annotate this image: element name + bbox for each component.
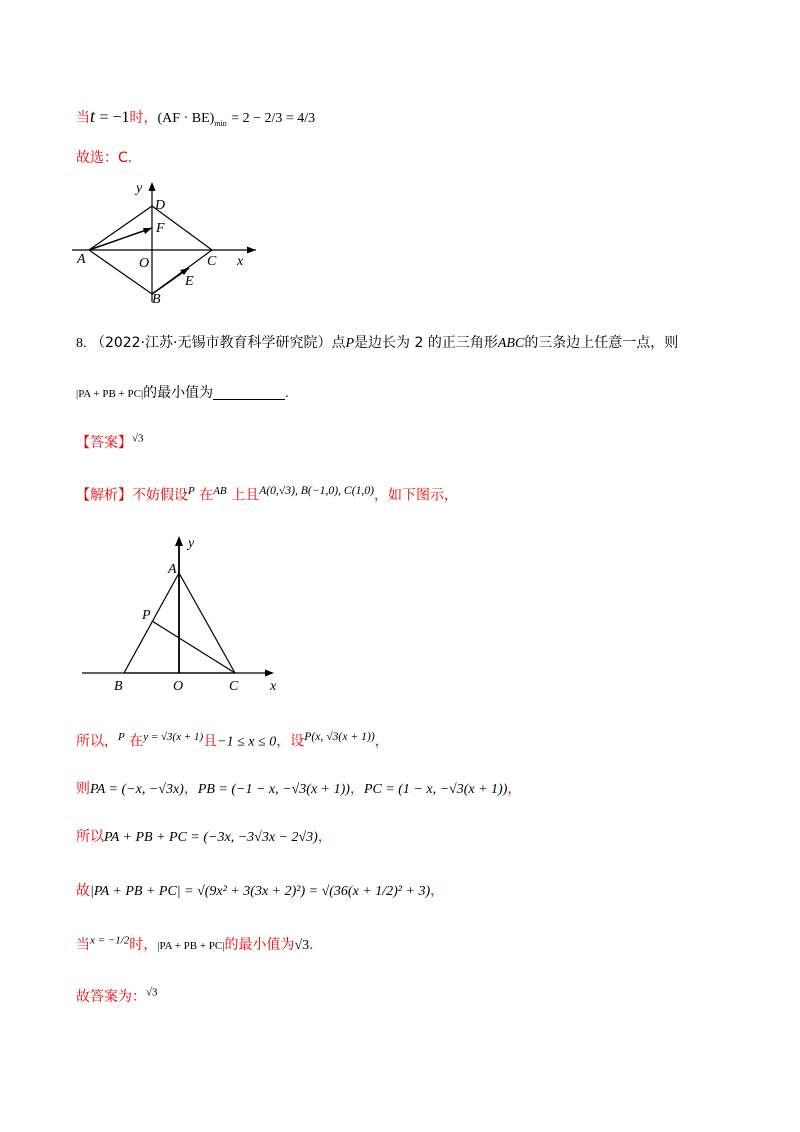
final-value: √3 — [146, 986, 158, 999]
problem-text-1: 是边长为 2 的正三角形 — [354, 335, 498, 351]
final-answer-line — [76, 986, 158, 1006]
triangle-figure — [80, 533, 285, 693]
problem-text-2: 的三条边上任意一点，则 — [524, 335, 679, 351]
answer-blank — [213, 385, 285, 400]
step1-p: P — [118, 731, 125, 743]
label-y: y — [136, 181, 143, 196]
step4-text-a: 故 — [76, 883, 90, 899]
x-axis-arrow — [247, 247, 256, 254]
problem-source: （2022·江苏·无锡市教育科学研究院）点 — [90, 335, 346, 351]
step-line-1 — [76, 730, 389, 751]
problem-text-3: 的最小值为 — [143, 385, 214, 401]
step2-vector-pa: PA = (−x, −√3x) — [90, 782, 184, 797]
label-c-2: C — [229, 679, 239, 693]
analysis-text-3: 上且 — [231, 487, 260, 504]
step2-comma-3: ， — [507, 781, 522, 797]
label-a-2: A — [168, 562, 177, 577]
analysis-text-1: 不妨假设 — [132, 487, 188, 504]
label-b-2: B — [114, 679, 123, 693]
vector-af-head — [143, 228, 152, 234]
step1-point: P(x, √3(x + 1)) — [304, 730, 375, 743]
step2-vector-pc: PC = (1 − x, −√3(x + 1)) — [363, 782, 508, 797]
y-axis-arrow-2 — [175, 536, 183, 546]
var-t: t — [90, 106, 96, 126]
problem-period: . — [285, 386, 289, 401]
step3-text-a: 所以 — [76, 829, 104, 845]
step5-value: √3 — [294, 938, 310, 953]
problem-number: 8. — [76, 336, 87, 351]
t-value: = −1 — [99, 109, 130, 126]
analysis-text-2: 在 — [199, 487, 214, 504]
step-line-3 — [76, 826, 332, 846]
analysis-text-4: ，如下图示， — [374, 487, 459, 504]
step1-line-eq: y = √3(x + 1) — [143, 731, 204, 743]
step2-comma-1: ， — [183, 781, 198, 797]
min-expression: (AF · BE) — [157, 111, 215, 126]
step5-text-a: 当 — [76, 937, 90, 953]
label-a: A — [77, 252, 86, 267]
label-o-2: O — [173, 679, 184, 693]
analysis-line — [76, 484, 458, 505]
step4-magnitude: |PA + PB + PC| = √(9x² + 3(3x + 2)²) = √(36(x + 1/2)² + 3) — [90, 884, 431, 899]
label-y-2: y — [188, 536, 195, 551]
label-p-2: P — [142, 608, 151, 623]
step-line-4 — [76, 880, 444, 900]
step2-text-a: 则 — [76, 781, 90, 797]
analysis-label: 【解析】 — [76, 487, 132, 504]
choice-line: 故选：C. — [76, 150, 133, 166]
step1-text-e: ， — [374, 733, 389, 750]
step-line-5 — [76, 934, 314, 954]
x-axis-arrow-2 — [265, 670, 274, 677]
problem-expression: |PA + PB + PC| — [76, 388, 144, 400]
analysis-ab: AB — [213, 485, 227, 497]
step5-period: . — [309, 937, 314, 953]
step1-text-d: ，设 — [276, 733, 305, 750]
step4-comma: ， — [430, 883, 445, 899]
step5-text-c: 的最小值为 — [224, 937, 295, 953]
step1-text-a: 所以， — [76, 733, 118, 750]
step3-vector-sum: PA + PB + PC = (−3x, −3√3x − 2√3) — [104, 830, 318, 845]
answer-label: 【答案】 — [76, 435, 132, 451]
min-subscript: min — [214, 118, 227, 128]
label-d: D — [155, 198, 166, 213]
problem-8-line-2 — [76, 382, 289, 402]
label-x-2: x — [270, 679, 277, 693]
y-axis-arrow — [149, 182, 156, 191]
vector-af — [89, 228, 152, 250]
label-b: B — [152, 292, 161, 307]
segment-pc — [152, 621, 235, 673]
step2-vector-pb: PB = (−1 − x, −√3(x + 1)) — [197, 782, 350, 797]
step5-condition: x = −1/2 — [90, 934, 130, 947]
rhombus-figure — [66, 178, 266, 308]
analysis-p: P — [188, 485, 195, 497]
step5-expression: |PA + PB + PC| — [157, 940, 225, 952]
problem-abc: ABC — [497, 336, 525, 351]
step1-text-b: 在 — [129, 733, 144, 750]
label-o: O — [139, 256, 150, 271]
text-when: 当 — [76, 110, 90, 126]
problem-p: P — [345, 336, 355, 351]
label-x: x — [237, 254, 244, 269]
analysis-coords: A(0,√3), B(−1,0), C(1,0) — [259, 484, 375, 497]
step3-comma: ， — [317, 829, 332, 845]
step5-text-b: 时， — [129, 937, 158, 953]
label-f: F — [156, 221, 165, 236]
step2-comma-2: ， — [349, 781, 364, 797]
conclusion-line-1 — [76, 106, 315, 128]
step1-range: −1 ≤ x ≤ 0 — [217, 734, 277, 750]
answer-line — [76, 432, 144, 452]
answer-value: √3 — [132, 432, 144, 445]
step-line-2 — [76, 778, 521, 798]
label-e: E — [185, 274, 194, 289]
step1-text-c: 且 — [203, 733, 218, 750]
label-c: C — [207, 254, 217, 269]
problem-8-line-1 — [76, 332, 678, 352]
text-time: 时， — [129, 110, 158, 126]
min-result: = 2 − 2/3 = 4/3 — [231, 111, 316, 126]
final-label: 故答案为： — [76, 989, 146, 1005]
